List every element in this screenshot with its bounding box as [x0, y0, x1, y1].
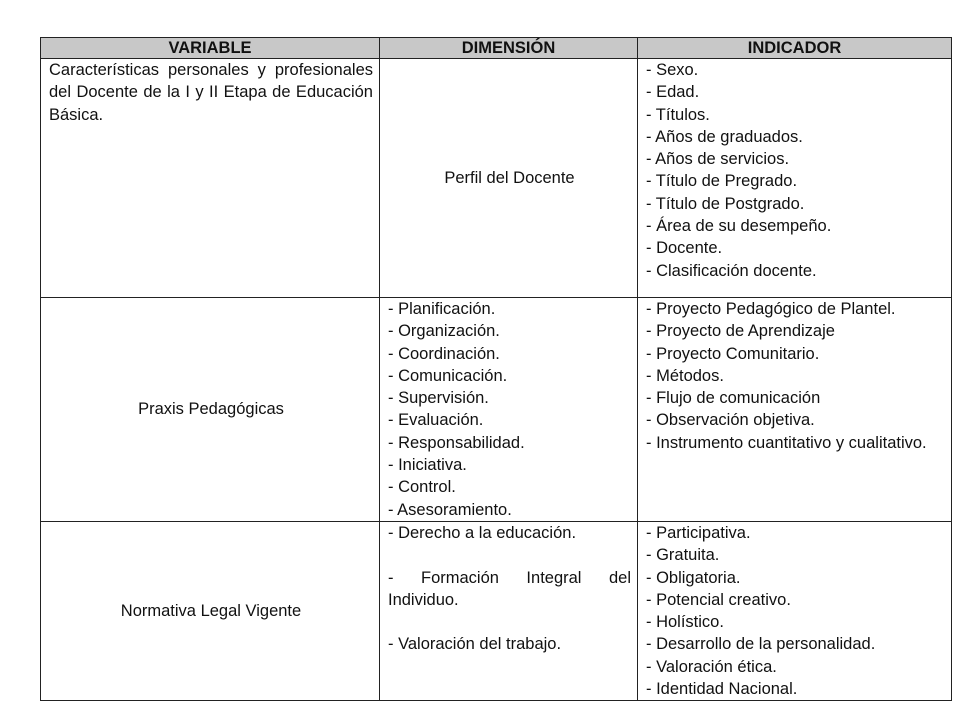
dimension-cell-praxis [380, 298, 638, 522]
table-row-praxis [41, 298, 952, 522]
indicator-list-praxis [646, 298, 945, 454]
variable-cell-praxis: Praxis Pedagógicas [41, 298, 380, 522]
list-item: - Sexo. [646, 61, 699, 79]
dimension-list-praxis [388, 298, 631, 521]
list-item: - Potencial creativo. [646, 590, 791, 609]
list-item: - Asesoramiento. [388, 500, 512, 519]
dimension-item: - Formación Integral del Individuo. [388, 568, 631, 609]
list-item: - Título de Postgrado. [646, 194, 805, 213]
list-item: - Instrumento cuantitativo y cualitativo. [646, 433, 927, 452]
list-item: - Evaluación. [388, 411, 484, 430]
dimension-cell-perfil: Perfil del Docente [380, 59, 638, 298]
indicator-list-normativa [646, 522, 945, 700]
list-item: - Observación objetiva. [646, 411, 815, 430]
list-item: - Proyecto Comunitario. [646, 344, 820, 363]
dimension-cell-normativa [380, 521, 638, 700]
header-indicator: INDICADOR [638, 38, 952, 59]
list-item: - Holístico. [646, 613, 724, 632]
list-item: - Títulos. [646, 105, 710, 124]
list-item: - Flujo de comunicación [646, 389, 821, 408]
table-header [41, 38, 952, 59]
list-item: - Proyecto Pedagógico de Plantel. [646, 300, 896, 318]
list-item: - Identidad Nacional. [646, 680, 798, 699]
list-item: - Clasificación docente. [646, 261, 817, 280]
list-item: - Planificación. [388, 300, 496, 318]
list-item: - Área de su desempeño. [646, 217, 832, 236]
header-variable: VARIABLE [41, 38, 380, 59]
list-item: - Años de servicios. [646, 150, 790, 169]
list-item: - Métodos. [646, 366, 724, 385]
variable-cell-normativa: Normativa Legal Vigente [41, 521, 380, 700]
variable-cell-caracteristicas: Características personales y profesionales del Docente de la I y II Etapa de Educación Básica. [41, 59, 380, 298]
list-item: - Obligatoria. [646, 568, 741, 587]
list-item: - Comunicación. [388, 366, 508, 385]
list-item: - Supervisión. [388, 389, 489, 408]
list-item: - Valoración ética. [646, 657, 777, 676]
table-row-perfil [41, 59, 952, 298]
table-row-normativa [41, 521, 952, 700]
list-item: - Iniciativa. [388, 456, 467, 475]
dimension-item: - Derecho a la educación. [388, 523, 577, 542]
dimension-item: - Valoración del trabajo. [388, 635, 562, 654]
list-item: - Organización. [388, 322, 500, 341]
list-item: - Proyecto de Aprendizaje [646, 322, 835, 341]
list-item: - Coordinación. [388, 344, 500, 363]
list-item: - Docente. [646, 239, 723, 258]
header-row [41, 38, 952, 59]
indicator-cell-normativa [638, 521, 952, 700]
list-item: - Participativa. [646, 523, 751, 542]
list-item: - Desarrollo de la personalidad. [646, 635, 876, 654]
list-item: - Control. [388, 478, 456, 497]
indicator-cell-perfil [638, 59, 952, 298]
list-item: - Edad. [646, 83, 700, 102]
list-item: - Título de Pregrado. [646, 172, 798, 191]
list-item: - Responsabilidad. [388, 433, 525, 452]
variables-table [40, 37, 952, 701]
spacer [388, 611, 631, 633]
header-dimension: DIMENSIÓN [380, 38, 638, 59]
list-item: - Años de graduados. [646, 127, 803, 146]
list-item: - Gratuita. [646, 546, 720, 565]
indicator-list-perfil [646, 59, 945, 282]
spacer [388, 544, 631, 566]
indicator-cell-praxis [638, 298, 952, 522]
